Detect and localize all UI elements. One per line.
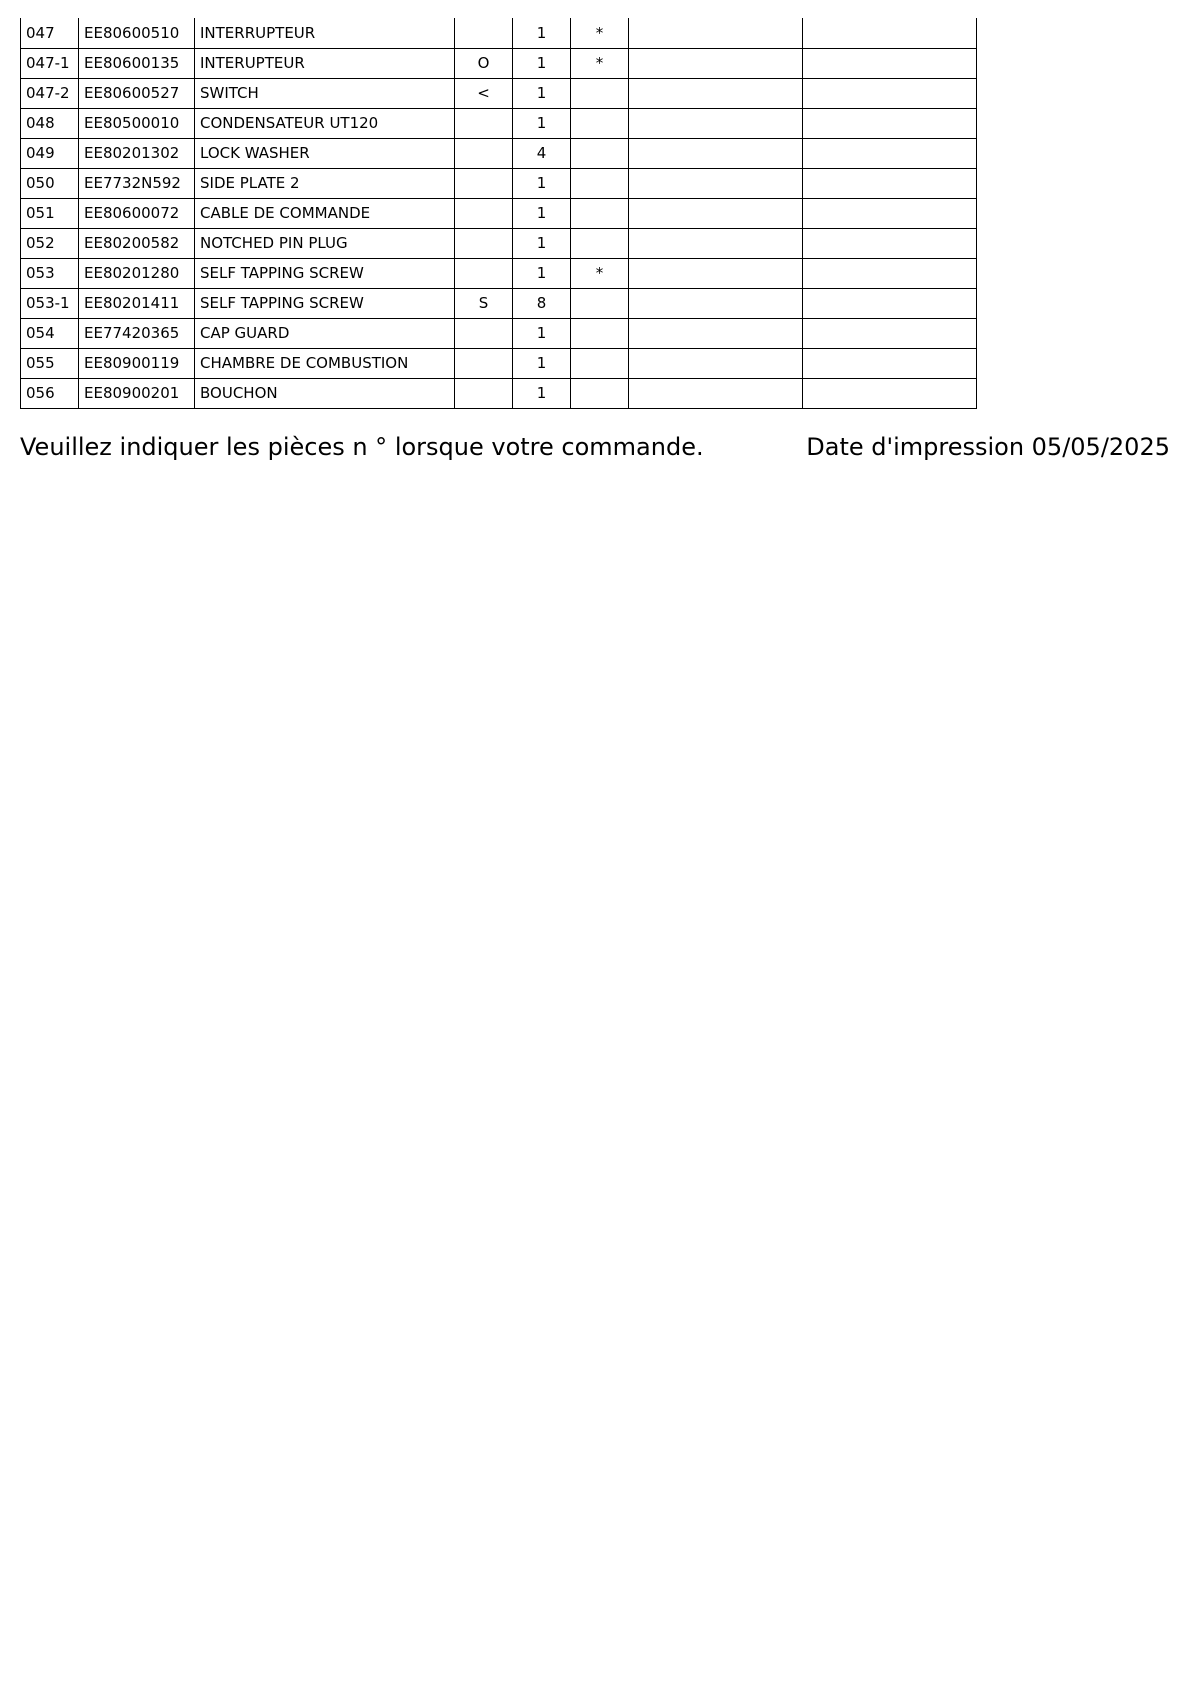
description-cell: CABLE DE COMMANDE <box>195 198 455 228</box>
parts-table-body <box>21 18 977 408</box>
table-row <box>21 48 977 78</box>
order-instruction-note: Veuillez indiquer les pièces n ° lorsque votre commande. <box>20 433 704 461</box>
code-cell <box>455 318 513 348</box>
quantity-cell: 1 <box>513 228 571 258</box>
empty-cell <box>629 78 803 108</box>
part-number-cell: EE80600510 <box>79 18 195 48</box>
description-cell: CONDENSATEUR UT120 <box>195 108 455 138</box>
table-row <box>21 318 977 348</box>
table-row <box>21 288 977 318</box>
empty-cell <box>803 258 977 288</box>
mark-cell <box>571 378 629 408</box>
code-cell <box>455 348 513 378</box>
empty-cell <box>803 228 977 258</box>
mark-cell <box>571 198 629 228</box>
empty-cell <box>803 168 977 198</box>
empty-cell <box>803 18 977 48</box>
description-cell: SIDE PLATE 2 <box>195 168 455 198</box>
table-row <box>21 78 977 108</box>
description-cell: INTERUPTEUR <box>195 48 455 78</box>
ref-number-cell: 050 <box>21 168 79 198</box>
part-number-cell: EE80600072 <box>79 198 195 228</box>
empty-cell <box>803 108 977 138</box>
ref-number-cell: 051 <box>21 198 79 228</box>
empty-cell <box>629 318 803 348</box>
mark-cell <box>571 348 629 378</box>
code-cell <box>455 18 513 48</box>
empty-cell <box>629 168 803 198</box>
empty-cell <box>803 138 977 168</box>
part-number-cell: EE80201411 <box>79 288 195 318</box>
part-number-cell: EE7732N592 <box>79 168 195 198</box>
quantity-cell: 1 <box>513 258 571 288</box>
table-row <box>21 228 977 258</box>
part-number-cell: EE80500010 <box>79 108 195 138</box>
mark-cell <box>571 228 629 258</box>
empty-cell <box>803 288 977 318</box>
description-cell: CHAMBRE DE COMBUSTION <box>195 348 455 378</box>
quantity-cell: 1 <box>513 318 571 348</box>
ref-number-cell: 047-1 <box>21 48 79 78</box>
mark-cell <box>571 288 629 318</box>
quantity-cell: 1 <box>513 18 571 48</box>
ref-number-cell: 047 <box>21 18 79 48</box>
ref-number-cell: 055 <box>21 348 79 378</box>
table-row <box>21 348 977 378</box>
mark-cell <box>571 318 629 348</box>
part-number-cell: EE80900201 <box>79 378 195 408</box>
table-row <box>21 258 977 288</box>
mark-cell <box>571 108 629 138</box>
description-cell: NOTCHED PIN PLUG <box>195 228 455 258</box>
description-cell: LOCK WASHER <box>195 138 455 168</box>
ref-number-cell: 052 <box>21 228 79 258</box>
quantity-cell: 1 <box>513 348 571 378</box>
part-number-cell: EE80600135 <box>79 48 195 78</box>
empty-cell <box>803 378 977 408</box>
mark-cell: * <box>571 48 629 78</box>
part-number-cell: EE80201302 <box>79 138 195 168</box>
empty-cell <box>629 198 803 228</box>
empty-cell <box>803 198 977 228</box>
empty-cell <box>629 378 803 408</box>
table-row <box>21 108 977 138</box>
empty-cell <box>629 348 803 378</box>
table-row <box>21 378 977 408</box>
empty-cell <box>629 48 803 78</box>
part-number-cell: EE80600527 <box>79 78 195 108</box>
ref-number-cell: 053-1 <box>21 288 79 318</box>
ref-number-cell: 053 <box>21 258 79 288</box>
part-number-cell: EE77420365 <box>79 318 195 348</box>
mark-cell: * <box>571 18 629 48</box>
code-cell: O <box>455 48 513 78</box>
empty-cell <box>803 318 977 348</box>
quantity-cell: 1 <box>513 48 571 78</box>
code-cell <box>455 258 513 288</box>
mark-cell <box>571 168 629 198</box>
code-cell <box>455 378 513 408</box>
code-cell <box>455 198 513 228</box>
parts-table <box>20 18 977 409</box>
empty-cell <box>629 108 803 138</box>
quantity-cell: 8 <box>513 288 571 318</box>
code-cell <box>455 108 513 138</box>
description-cell: SELF TAPPING SCREW <box>195 288 455 318</box>
ref-number-cell: 049 <box>21 138 79 168</box>
code-cell <box>455 168 513 198</box>
empty-cell <box>803 78 977 108</box>
quantity-cell: 1 <box>513 78 571 108</box>
quantity-cell: 1 <box>513 168 571 198</box>
empty-cell <box>629 228 803 258</box>
table-row <box>21 198 977 228</box>
description-cell: SWITCH <box>195 78 455 108</box>
quantity-cell: 1 <box>513 108 571 138</box>
quantity-cell: 1 <box>513 198 571 228</box>
quantity-cell: 4 <box>513 138 571 168</box>
empty-cell <box>803 48 977 78</box>
code-cell <box>455 138 513 168</box>
print-date: Date d'impression 05/05/2025 <box>806 433 1170 461</box>
table-row <box>21 18 977 48</box>
ref-number-cell: 048 <box>21 108 79 138</box>
mark-cell: * <box>571 258 629 288</box>
mark-cell <box>571 138 629 168</box>
ref-number-cell: 054 <box>21 318 79 348</box>
description-cell: INTERRUPTEUR <box>195 18 455 48</box>
code-cell: S <box>455 288 513 318</box>
table-row <box>21 138 977 168</box>
description-cell: CAP GUARD <box>195 318 455 348</box>
description-cell: SELF TAPPING SCREW <box>195 258 455 288</box>
empty-cell <box>629 18 803 48</box>
table-row <box>21 168 977 198</box>
empty-cell <box>629 258 803 288</box>
quantity-cell: 1 <box>513 378 571 408</box>
part-number-cell: EE80900119 <box>79 348 195 378</box>
mark-cell <box>571 78 629 108</box>
part-number-cell: EE80200582 <box>79 228 195 258</box>
empty-cell <box>629 288 803 318</box>
part-number-cell: EE80201280 <box>79 258 195 288</box>
empty-cell <box>629 138 803 168</box>
description-cell: BOUCHON <box>195 378 455 408</box>
code-cell <box>455 228 513 258</box>
ref-number-cell: 047-2 <box>21 78 79 108</box>
code-cell: < <box>455 78 513 108</box>
ref-number-cell: 056 <box>21 378 79 408</box>
empty-cell <box>803 348 977 378</box>
